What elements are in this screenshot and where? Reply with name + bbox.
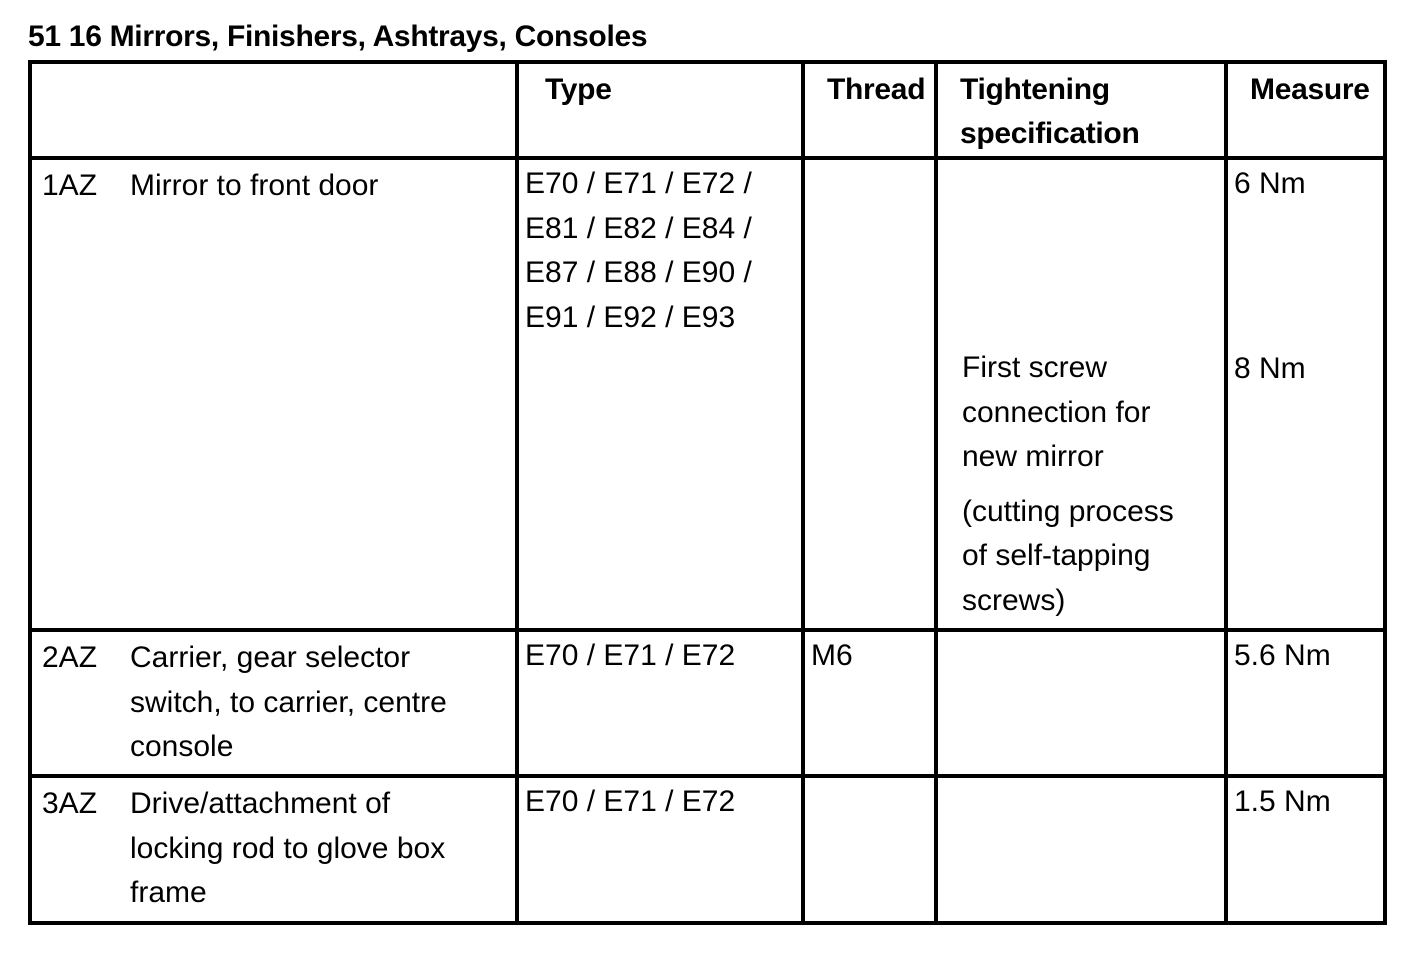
section-title: 51 16 Mirrors, Finishers, Ashtrays, Consoles — [28, 20, 648, 53]
table-row — [30, 158, 1385, 630]
header-thread: Thread — [803, 62, 936, 158]
measure-value: 8 Nm — [1234, 351, 1306, 385]
measure-cell — [1226, 776, 1385, 923]
tightening-note-line: of self-tapping — [962, 539, 1151, 572]
tightening-cell — [936, 630, 1226, 776]
header-tightening-specification — [936, 62, 1226, 158]
measure-value: 5.6 Nm — [1234, 639, 1331, 672]
tightening-cell — [936, 776, 1226, 923]
type-cell — [517, 776, 803, 923]
type-line: E91 / E92 / E93 — [525, 300, 736, 334]
measure-cell — [1226, 630, 1385, 776]
header-item — [30, 62, 517, 158]
item-code: 1AZ — [42, 169, 98, 202]
measure-value: 6 Nm — [1234, 167, 1306, 200]
thread-value: M6 — [811, 639, 853, 672]
table-row — [30, 630, 1385, 776]
thread-cell — [803, 158, 936, 630]
measure-value: 1.5 Nm — [1234, 785, 1331, 818]
type-cell — [517, 158, 803, 630]
tightening-note-line: (cutting process — [962, 494, 1174, 528]
item-description: Mirror to front door — [130, 169, 379, 202]
tightening-cell — [936, 158, 1226, 630]
item-cell — [30, 158, 517, 630]
type-line: E70 / E71 / E72 / — [525, 167, 752, 200]
tightening-note-line: screws) — [962, 583, 1066, 617]
thread-cell — [803, 776, 936, 923]
item-code: 3AZ — [42, 787, 98, 820]
item-cell — [30, 630, 517, 776]
type-cell — [517, 630, 803, 776]
header-type: Type — [517, 62, 803, 158]
table-row — [30, 776, 1385, 923]
tightening-note-line: First screw — [962, 351, 1107, 384]
header-measure: Measure — [1226, 62, 1385, 158]
item-cell — [30, 776, 517, 923]
item-description: Carrier, gear selector switch, to carrier, centre console — [130, 641, 447, 763]
header-tightening-line1: Tightening — [960, 73, 1110, 106]
header-tightening-line2: specification — [960, 117, 1140, 150]
measure-cell — [1226, 158, 1385, 630]
item-description: Drive/attachment of locking rod to glove box frame — [130, 787, 446, 909]
item-code: 2AZ — [42, 641, 98, 674]
type-line: E70 / E71 / E72 — [525, 639, 736, 672]
tightening-note-line: connection for — [962, 395, 1151, 429]
table-header-row — [30, 62, 1385, 158]
tightening-note-line: new mirror — [962, 440, 1104, 473]
torque-spec-table — [28, 60, 1387, 925]
thread-cell — [803, 630, 936, 776]
type-line: E87 / E88 / E90 / — [525, 256, 752, 289]
type-line: E70 / E71 / E72 — [525, 785, 736, 818]
type-line: E81 / E82 / E84 / — [525, 211, 752, 245]
